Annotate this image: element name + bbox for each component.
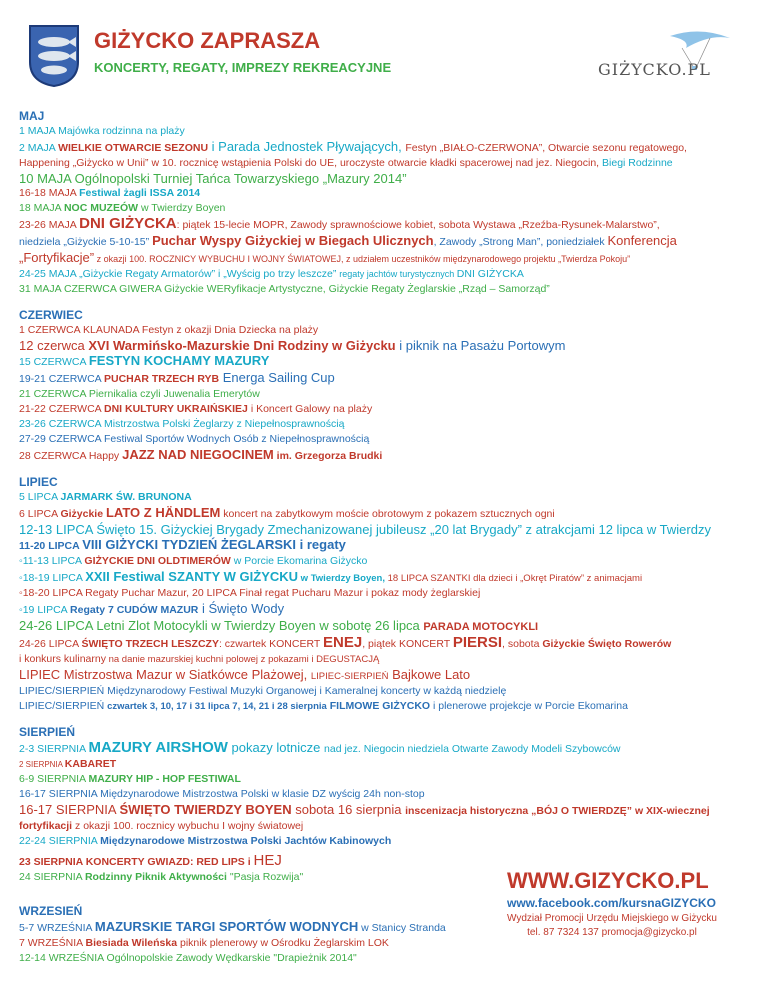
event-line: 31 MAJA CZERWCA GIWERA Giżyckie WERyfikacje Artystyczne, Giżyckie Regaty Żeglarskie „Rząd – Samorząd” <box>19 283 550 295</box>
event-line: LIPIEC/SIERPIEŃ czwartek 3, 10, 17 i 31 lipca 7, 14, 21 i 28 sierpnia FILMOWE GIŻYCKO i plenerowe projekcje w Porcie Ekomarina <box>19 700 628 712</box>
event-line: 27-29 CZERWCA Festiwal Sportów Wodnych Osób z Niepełnosprawnością <box>19 433 370 445</box>
gizycko-pl-logo-text: GIŻYCKO.PL <box>598 60 711 79</box>
event-line: 28 CZERWCA Happy JAZZ NAD NIEGOCINEM im. Grzegorza Brudki <box>19 447 383 462</box>
event-line: LIPIEC/SIERPIEŃ Międzynarodowy Festiwal Muzyki Organowej i Kameralnej koncerty w każdą niedzielę <box>19 685 507 697</box>
event-line: 16-18 MAJA Festiwal żagli ISSA 2014 <box>19 187 201 199</box>
event-line: 18 MAJA NOC MUZEÓW w Twierdzy Boyen <box>19 202 226 214</box>
event-line: 24-25 MAJA „Giżyckie Regaty Armatorów” i „Wyścig po trzy leszcze” regaty jachtów turystycznych DNI GIŻYCKA <box>19 268 524 280</box>
office-name: Wydział Promocji Urzędu Miejskiego w Giżycku <box>507 913 717 924</box>
event-line: 6 LIPCA Giżyckie LATO Z HÄNDLEM koncert na zabytkowym moście obrotowym z pokazem sztucznych ogni <box>19 505 555 520</box>
event-line: 23-26 MAJA DNI GIŻYCKA: piątek 15-lecie MOPR, Zawody sprawnościowe kobiet, sobota Wystawa „Rzeźba-Rysunek-Malarstwo”, <box>19 215 660 232</box>
event-line: 21-22 CZERWCA DNI KULTURY UKRAIŃSKIEJ i Koncert Galowy na plaży <box>19 403 373 415</box>
event-line: Happening „Giżycko w Unii” w 10. rocznicę wstąpienia Polski do UE, uroczyste otwarcie kładki spacerowej nad jez. Niegocin, Biegi Rodzinne <box>19 157 673 169</box>
event-line: 6-9 SIERPNIA MAZURY HIP - HOP FESTIWAL <box>19 773 241 785</box>
event-line: niedziela „Giżyckie 5-10-15” Puchar Wyspy Giżyckiej w Biegach Ulicznych, Zawody „Strong Man”, poniedziałek Konferencja <box>19 233 677 248</box>
event-line: 12 czerwca XVI Warmińsko-Mazurskie Dni Rodziny w Giżycku i piknik na Pasażu Portowym <box>19 338 566 353</box>
page-subtitle: KONCERTY, REGATY, IMPREZY REKREACYJNE <box>94 60 392 75</box>
event-line: 23-26 CZERWCA Mistrzostwa Polski Żeglarzy z Niepełnosprawnością <box>19 418 345 430</box>
event-line: fortyfikacji z okazji 100. rocznicy wybuchu I wojny światowej <box>19 820 304 832</box>
events-calendar <box>19 108 758 966</box>
event-line: 15 CZERWCA FESTYN KOCHAMY MAZURY <box>19 353 270 368</box>
event-line: 5 LIPCA JARMARK ŚW. BRUNONA <box>19 491 192 503</box>
promotion-office-contact <box>484 912 740 940</box>
office-phone-email: tel. 87 7324 137 promocja@gizycko.pl <box>527 927 697 938</box>
event-line: 12-14 WRZEŚNIA Ogólnopolskie Zawody Wędkarskie "Drapieżnik 2014" <box>19 952 357 964</box>
event-line: 2 SIERPNIA KABARET <box>19 758 117 770</box>
event-line: ◦19 LIPCA Regaty 7 CUDÓW MAZUR i Święto Wody <box>19 601 285 616</box>
event-line: 7 WRZEŚNIA Biesiada Wileńska piknik plenerowy w Ośrodku Żeglarskim LOK <box>19 937 389 949</box>
event-line: 12-13 LIPCA Święto 15. Giżyckiej Brygady Zmechanizowanej jubileusz „20 lat Brygady” z atrakcjami 12 lipca w Twierdzy <box>19 522 711 537</box>
event-line: „Fortyfikacje” z okazji 100. ROCZNICY WYBUCHU I WOJNY ŚWIATOWEJ, z udziałem uczestników międzynarodowego projektu „Twierdza Pokoju” <box>19 250 631 265</box>
event-line: 22-24 SIERPNIA Międzynarodowe Mistrzostwa Polski Jachtów Kabinowych <box>19 835 392 847</box>
event-line: ◦18-19 LIPCA XXII Festiwal SZANTY W GIŻYCKU w Twierdzy Boyen, 18 LIPCA SZANTKI dla dzieci i „Okręt Piratów” z animacjami <box>19 569 643 584</box>
event-line: 1 MAJA Majówka rodzinna na plaży <box>19 125 185 137</box>
event-line: 19-21 CZERWCA PUCHAR TRZECH RYB Energa Sailing Cup <box>19 370 335 385</box>
page-title: GIŻYCKO ZAPRASZA <box>94 28 321 53</box>
section-heading-august: SIERPIEŃ <box>19 725 76 739</box>
event-line: 21 CZERWCA Piernikalia czyli Juwenalia Emerytów <box>19 388 260 400</box>
event-line: 11-20 LIPCA VIII GIŻYCKI TYDZIEŃ ŻEGLARSKI i regaty <box>19 537 346 552</box>
section-heading-may: MAJ <box>19 109 45 123</box>
event-line: 24 SIERPNIA Rodzinny Piknik Aktywności "Pasja Rozwija" <box>19 871 304 883</box>
facebook-link[interactable]: www.facebook.com/kursnaGIZYCKO <box>507 896 716 910</box>
event-line: 5-7 WRZEŚNIA MAZURSKIE TARGI SPORTÓW WODNYCH w Stanicy Stranda <box>19 919 446 934</box>
event-line: 2-3 SIERPNIA MAZURY AIRSHOW pokazy lotnicze nad jez. Niegocin niedziela Otwarte Zawody Modeli Szybowców <box>19 739 621 756</box>
event-line: 10 MAJA Ogólnopolski Turniej Tańca Towarzyskiego „Mazury 2014” <box>19 171 407 186</box>
event-line: ◦18-20 LIPCA Regaty Puchar Mazur, 20 LIPCA Finał regat Pucharu Mazur i pokaz mody żeglarskiej <box>19 587 481 599</box>
event-line: 2 MAJA WIELKIE OTWARCIE SEZONU i Parada Jednostek Pływających, Festyn „BIAŁO-CZERWONA”, Otwarcie sezonu regatowego, <box>19 139 687 154</box>
event-line: LIPIEC Mistrzostwa Mazur w Siatkówce Plażowej, LIPIEC-SIERPIEŃ Bajkowe Lato <box>19 667 471 682</box>
event-line: 1 CZERWCA KLAUNADA Festyn z okazji Dnia Dziecka na plaży <box>19 324 319 336</box>
section-heading-june: CZERWIEC <box>19 308 83 322</box>
city-crest-logo <box>28 24 80 88</box>
event-line: 24-26 LIPCA ŚWIĘTO TRZECH LESZCZY: czwartek KONCERT ENEJ, piątek KONCERT PIERSI, sobota Giżyckie Święto Rowerów <box>19 634 672 651</box>
event-line: 23 SIERPNIA KONCERTY GWIAZD: RED LIPS i HEJ <box>19 852 282 869</box>
event-line: ◦11-13 LIPCA GIŻYCKIE DNI OLDTIMERÓW w Porcie Ekomarina Giżycko <box>19 555 368 567</box>
section-heading-september: WRZESIEŃ <box>19 904 83 918</box>
event-line: i konkurs kulinarny na danie mazurskiej kuchni polowej z pokazami i DEGUSTACJĄ <box>19 653 380 665</box>
event-line: 24-26 LIPCA Letni Zlot Motocykli w Twierdzy Boyen w sobotę 26 lipca PARADA MOTOCYKLI <box>19 618 539 633</box>
event-line: 16-17 SIERPNIA ŚWIĘTO TWIERDZY BOYEN sobota 16 sierpnia inscenizacja historyczna „BÓJ O TWIERDZĘ” w XIX-wiecznej <box>19 802 710 817</box>
website-link[interactable]: WWW.GIZYCKO.PL <box>507 868 709 893</box>
event-line: 16-17 SIERPNIA Międzynarodowe Mistrzostwa Polski w klasie DZ wyścig 24h non-stop <box>19 788 425 800</box>
section-heading-july: LIPIEC <box>19 475 58 489</box>
